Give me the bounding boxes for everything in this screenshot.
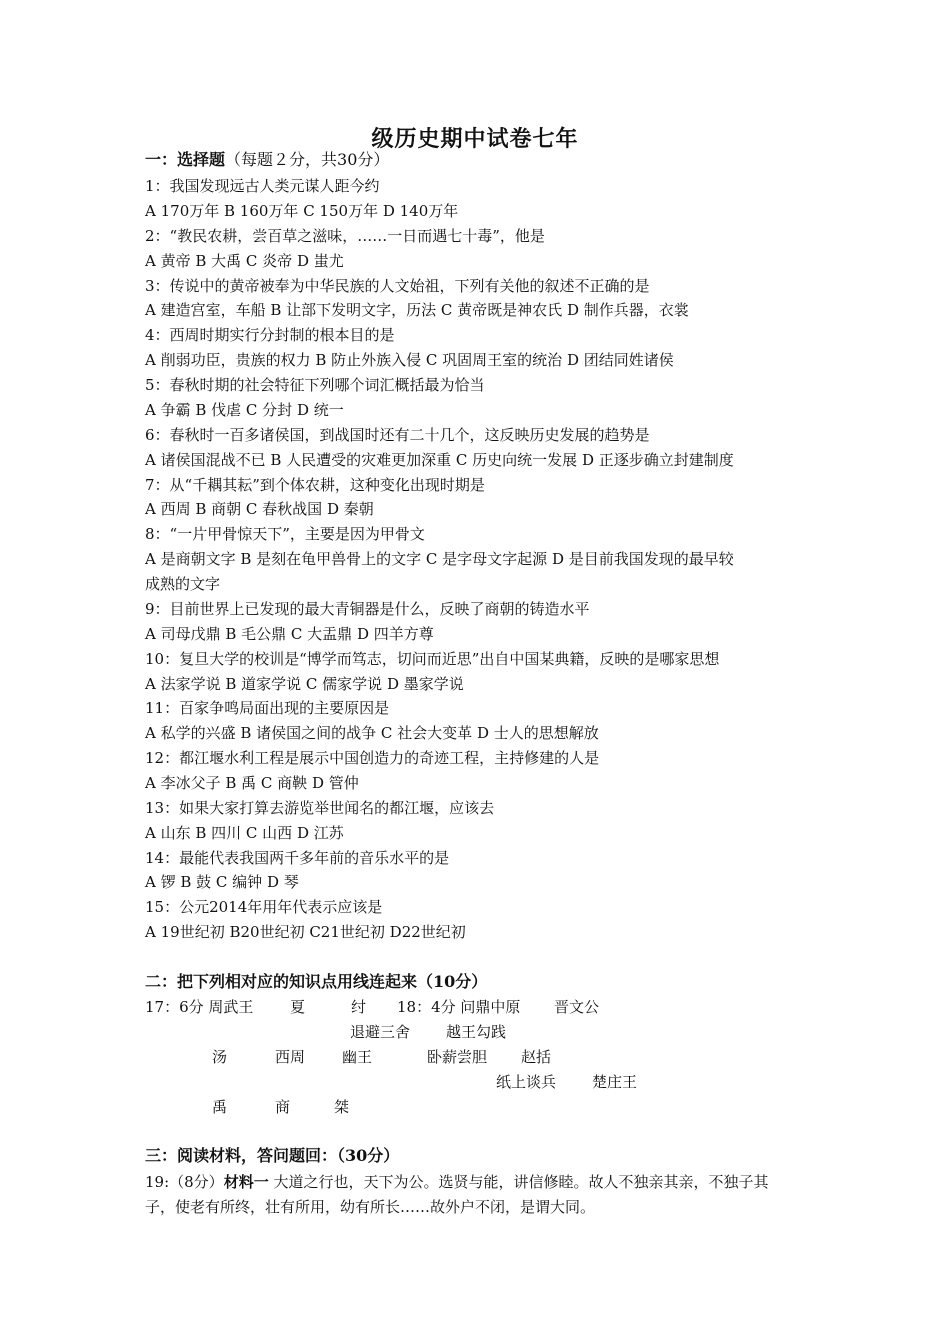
q6-options: A 诸侯国混战不已 B 人民遭受的灾难更加深重 C 历史向统一发展 D 正逐步确立封建制度 bbox=[145, 451, 734, 469]
q19-prefix: 19:（8分） bbox=[145, 1173, 224, 1191]
q11-options: A 私学的兴盛 B 诸侯国之间的战争 C 社会大变革 D 士人的思想解放 bbox=[145, 724, 599, 742]
match-item-goujian: 越王勾践 bbox=[446, 1023, 507, 1041]
section2-heading: 二：把下列相对应的知识点用线连起来（10分） bbox=[145, 972, 488, 991]
section1-note: （每题２分，共30分） bbox=[225, 150, 390, 169]
q12-text: 12：都江堰水利工程是展示中国创造力的奇迹工程，主持修建的人是 bbox=[145, 749, 600, 767]
page-title: 级历史期中试卷七年 bbox=[371, 126, 579, 152]
match-item-yu: 禹 bbox=[212, 1098, 228, 1116]
match-item-xia: 夏 bbox=[290, 998, 306, 1016]
q6-text: 6：春秋时一百多诸侯国，到战国时还有二十几个，这反映历史发展的趋势是 bbox=[145, 426, 650, 444]
match-item-q17-zhouwuwang: 17：6分 周武王 bbox=[145, 998, 254, 1016]
q15-options: A 19世纪初 B20世纪初 C21世纪初 D22世纪初 bbox=[145, 923, 466, 941]
q7-options: A 西周 B 商朝 C 春秋战国 D 秦朝 bbox=[145, 500, 374, 518]
q8-options-cont: 成熟的文字 bbox=[145, 575, 221, 593]
q5-text: 5：春秋时期的社会特征下列哪个词汇概括最为恰当 bbox=[145, 376, 485, 394]
q8-options: A 是商朝文字 B 是刻在龟甲兽骨上的文字 C 是字母文字起源 D 是目前我国发现的最早较 bbox=[145, 550, 734, 568]
q14-options: A 锣 B 鼓 C 编钟 D 琴 bbox=[145, 873, 299, 891]
q9-options: A 司母戊鼎 B 毛公鼎 C 大盂鼎 D 四羊方尊 bbox=[145, 625, 434, 643]
match-item-zhou-king: 纣 bbox=[351, 998, 367, 1016]
q19-line1 bbox=[145, 1172, 768, 1192]
q10-text: 10：复旦大学的校训是“博学而笃志，切问而近思”出自中国某典籍，反映的是哪家思想 bbox=[145, 650, 720, 668]
match-item-jinwengong: 晋文公 bbox=[554, 998, 600, 1016]
match-item-woxin: 卧薪尝胆 bbox=[427, 1048, 488, 1066]
match-item-shang: 商 bbox=[275, 1098, 291, 1116]
match-item-zhaokuo: 赵括 bbox=[521, 1048, 552, 1066]
q3-text: 3：传说中的黄帝被奉为中华民族的人文始祖，下列有关他的叙述不正确的是 bbox=[145, 277, 650, 295]
q19-text-1: 大道之行也，天下为公。选贤与能，讲信修睦。故人不独亲其亲，不独子其 bbox=[268, 1173, 769, 1191]
q13-text: 13：如果大家打算去游览举世闻名的都江堰，应该去 bbox=[145, 799, 495, 817]
q3-options: A 建造宫室，车船 B 让部下发明文字，历法 C 黄帝既是神农氏 D 制作兵器，衣裳 bbox=[145, 301, 689, 319]
q2-text: 2：“教民农耕，尝百草之滋味，……一日而遇七十毒”，他是 bbox=[145, 227, 545, 245]
q19-material-label: 材料一 bbox=[223, 1173, 269, 1191]
q15-text: 15：公元2014年用年代表示应该是 bbox=[145, 898, 383, 916]
match-item-q18-wending: 18：4分 问鼎中原 bbox=[397, 998, 521, 1016]
match-item-tang: 汤 bbox=[212, 1048, 228, 1066]
q14-text: 14：最能代表我国两千多年前的音乐水平的是 bbox=[145, 849, 450, 867]
match-item-youwang: 幽王 bbox=[342, 1048, 373, 1066]
q2-options: A 黄帝 B 大禹 C 炎帝 D 蚩尤 bbox=[145, 252, 344, 270]
q5-options: A 争霸 B 伐虐 C 分封 D 统一 bbox=[145, 401, 344, 419]
q4-options: A 削弱功臣，贵族的权力 B 防止外族入侵 C 巩固周王室的统治 D 团结同姓诸侯 bbox=[145, 351, 674, 369]
q13-options: A 山东 B 四川 C 山西 D 江苏 bbox=[145, 824, 344, 842]
q19-line2: 子，使老有所终，壮有所用，幼有所长……故外户不闭，是谓大同。 bbox=[145, 1198, 596, 1216]
section3-heading: 三：阅读材料，答问题回：（30分） bbox=[145, 1146, 400, 1165]
q9-text: 9：目前世界上已发现的最大青铜器是什么，反映了商朝的铸造水平 bbox=[145, 600, 590, 618]
q1-options: A 170万年 B 160万年 C 150万年 D 140万年 bbox=[145, 202, 459, 220]
q11-text: 11：百家争鸣局面出现的主要原因是 bbox=[145, 699, 390, 717]
q7-text: 7：从“千耦其耘”到个体农耕，这种变化出现时期是 bbox=[145, 476, 485, 494]
match-item-zhishang: 纸上谈兵 bbox=[496, 1073, 557, 1091]
match-item-chuzhuangwang: 楚庄王 bbox=[592, 1073, 638, 1091]
section1-heading-text: 一：选择题 bbox=[145, 150, 226, 169]
match-item-jie: 桀 bbox=[334, 1098, 350, 1116]
q8-text: 8：“一片甲骨惊天下”，主要是因为甲骨文 bbox=[145, 525, 425, 543]
q12-options: A 李冰父子 B 禹 C 商鞅 D 管仲 bbox=[145, 774, 359, 792]
q4-text: 4：西周时期实行分封制的根本目的是 bbox=[145, 326, 395, 344]
q10-options: A 法家学说 B 道家学说 C 儒家学说 D 墨家学说 bbox=[145, 675, 464, 693]
section1-heading bbox=[145, 150, 389, 170]
match-item-xizhou: 西周 bbox=[275, 1048, 306, 1066]
match-item-tuibi: 退避三舍 bbox=[350, 1023, 411, 1041]
q1-text: 1：我国发现远古人类元谋人距今约 bbox=[145, 177, 380, 195]
